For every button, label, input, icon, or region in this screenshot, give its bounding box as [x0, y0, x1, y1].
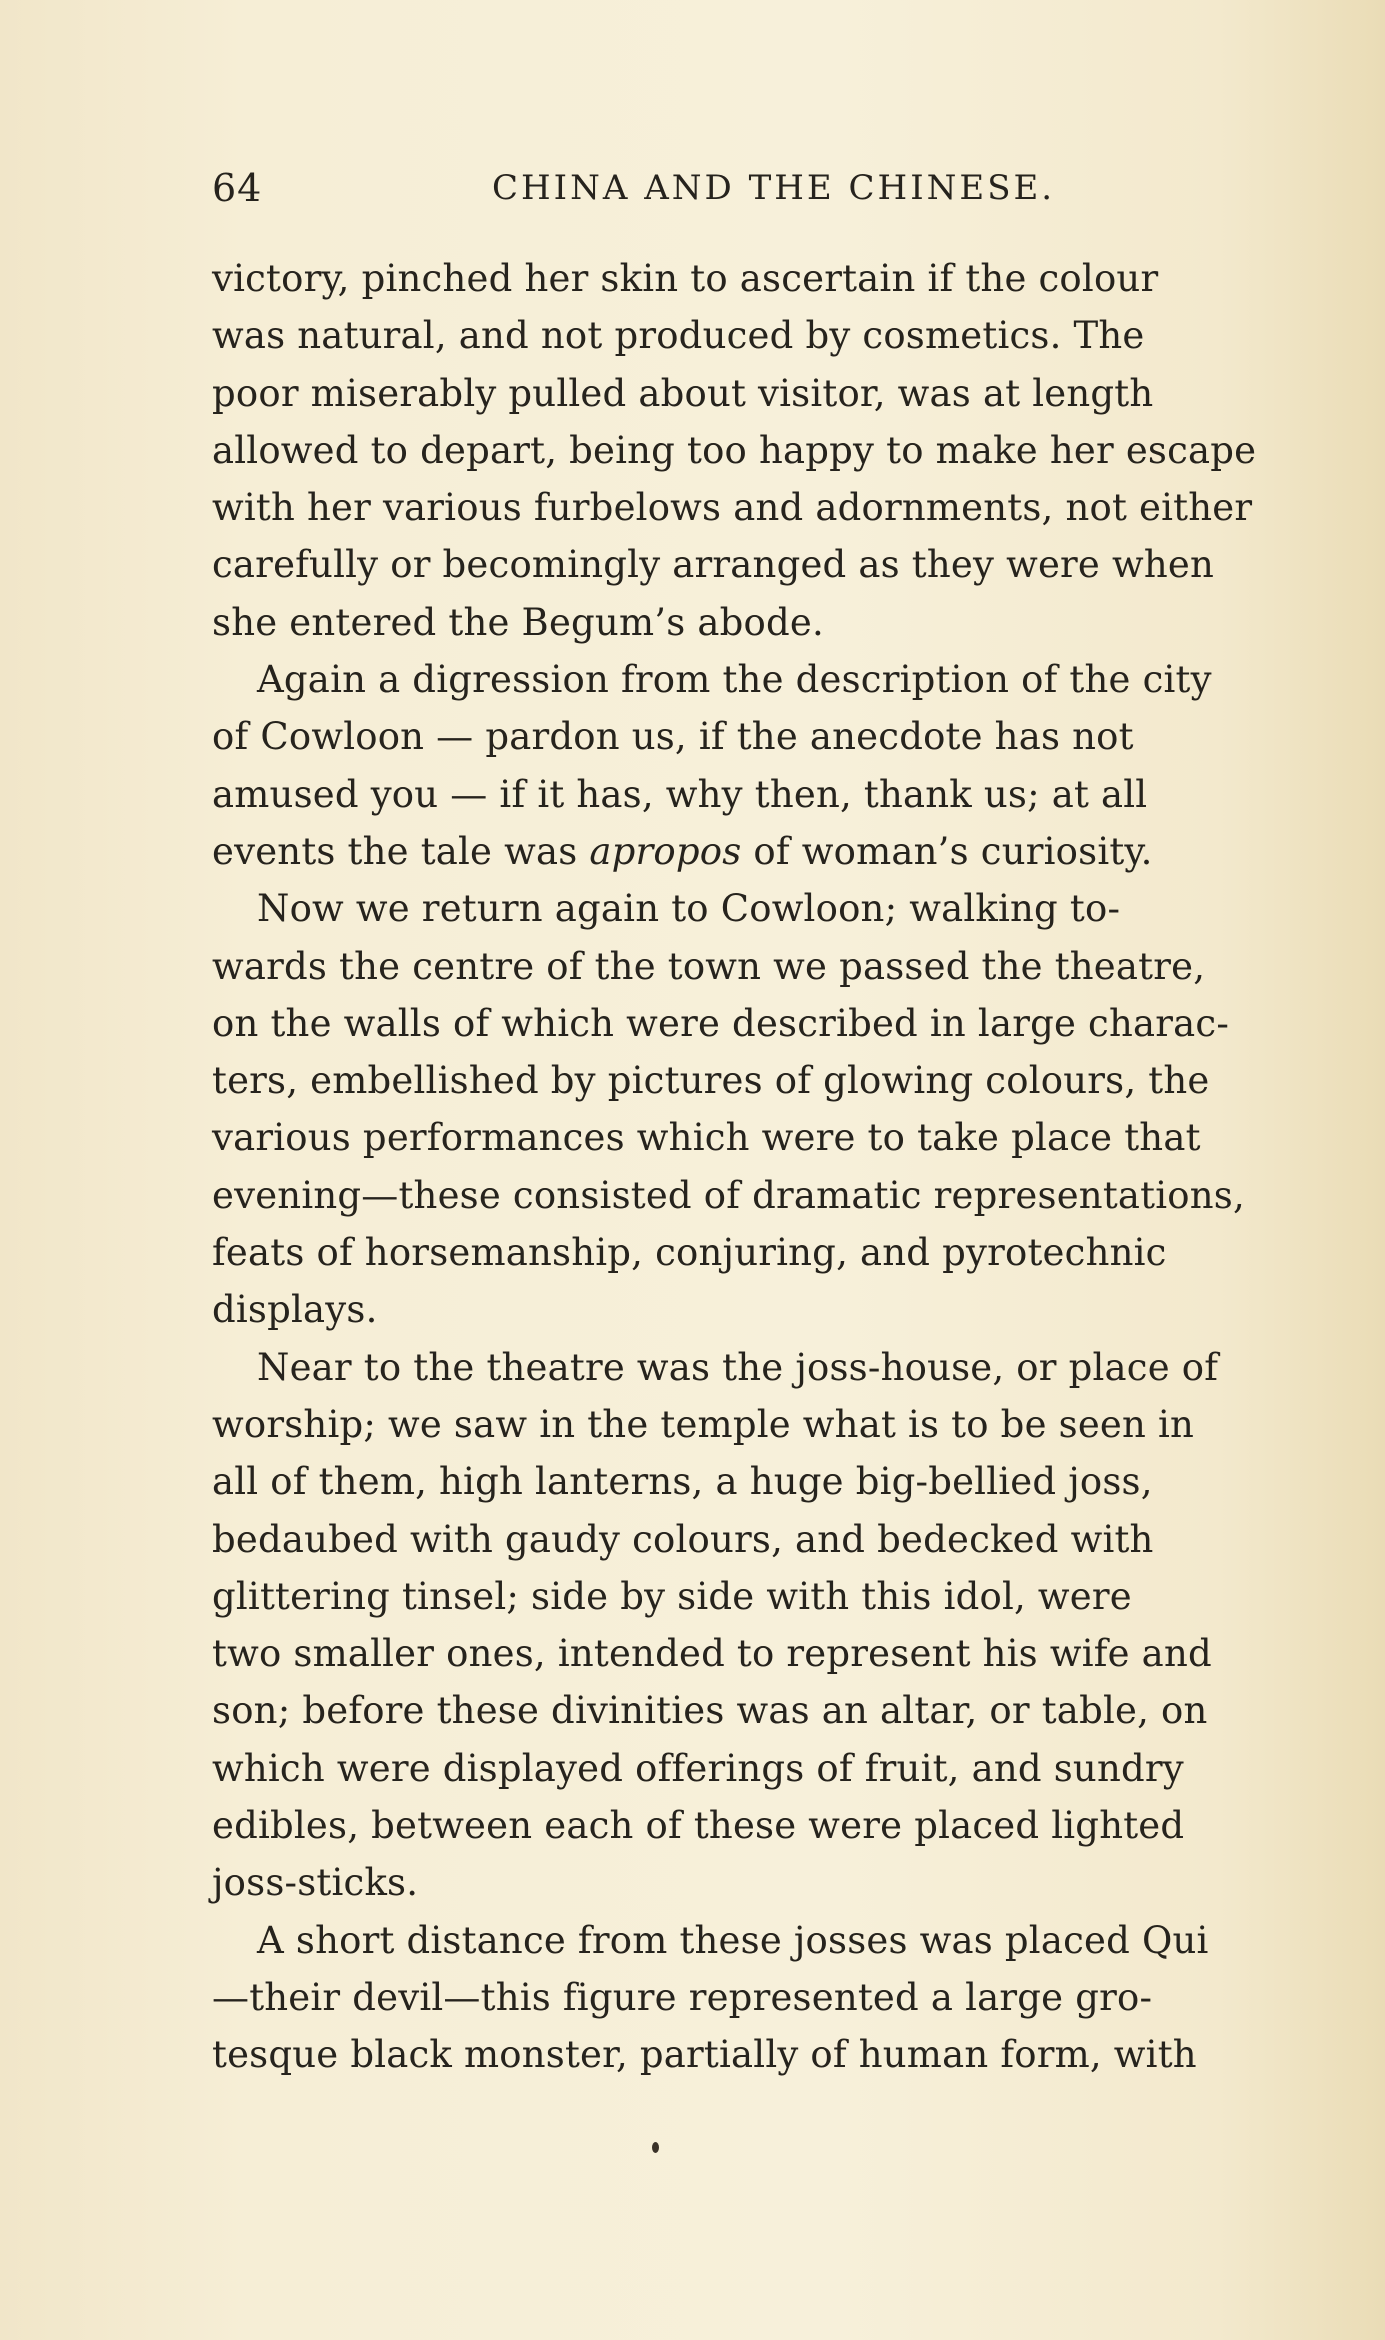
page-number: 64: [212, 166, 263, 210]
text-line: tesque black monster, partially of human form, with: [212, 2033, 1197, 2077]
text-line: with her various furbelows and adornments, not either: [212, 486, 1253, 530]
text-line: evening—these consisted of dramatic representations,: [212, 1173, 1245, 1217]
text-line: bedaubed with gaudy colours, and bedecked with: [212, 1517, 1154, 1561]
text-line: edibles, between each of these were placed lighted: [212, 1804, 1185, 1848]
text-line: which were displayed offerings of fruit, and sundry: [212, 1746, 1184, 1790]
paragraph-start-line: A short distance from these josses was placed Qui: [257, 1918, 1209, 1962]
paragraph-start-line: Now we return again to Cowloon; walking to-: [257, 887, 1121, 931]
text-line: ters, embellished by pictures of glowing colours, the: [212, 1059, 1210, 1103]
italic-word: apropos: [589, 829, 742, 873]
text-line: victory, pinched her skin to ascertain if the colour: [212, 257, 1159, 300]
text-line: displays.: [212, 1288, 378, 1332]
text-line: feats of horsemanship, conjuring, and pyrotechnic: [212, 1231, 1167, 1275]
text-line: two smaller ones, intended to represent his wife and: [212, 1632, 1212, 1676]
body-text: [212, 250, 1312, 2084]
text-segment: events the tale was: [212, 829, 590, 873]
text-line: was natural, and not produced by cosmetics. The: [212, 314, 1145, 358]
text-line: son; before these divinities was an altar, or table, on: [212, 1689, 1208, 1733]
text-line: glittering tinsel; side by side with this idol, were: [212, 1574, 1132, 1618]
text-line: she entered the Begum’s abode.: [212, 600, 824, 644]
text-line: carefully or becomingly arranged as they were when: [212, 543, 1215, 587]
text-line: worship; we saw in the temple what is to be seen in: [212, 1402, 1195, 1446]
text-line: wards the centre of the town we passed the theatre,: [212, 944, 1206, 988]
text-line: joss-sticks.: [212, 1861, 419, 1905]
text-line: on the walls of which were described in large charac-: [212, 1001, 1230, 1045]
paragraph-start-line: Again a digression from the description of the city: [257, 658, 1212, 702]
page-header: [212, 166, 1060, 226]
text-line: all of them, high lanterns, a huge big-bellied joss,: [212, 1460, 1153, 1504]
paragraph-start-line: Near to the theatre was the joss-house, or place of: [257, 1345, 1219, 1389]
signature-mark: [652, 2142, 659, 2153]
text-line-with-italic: [212, 823, 1312, 880]
text-line: various performances which were to take place that: [212, 1116, 1201, 1160]
text-line: of Cowloon — pardon us, if the anecdote has not: [212, 715, 1134, 759]
running-head: CHINA AND THE CHINESE.: [492, 168, 1056, 208]
text-line: poor miserably pulled about visitor, was at length: [212, 371, 1154, 415]
text-line: allowed to depart, being too happy to make her escape: [212, 428, 1257, 472]
text-line: —their devil—this figure represented a large gro-: [212, 1975, 1153, 2019]
text-line: amused you — if it has, why then, thank us; at all: [212, 772, 1148, 816]
text-segment: of woman’s curiosity.: [741, 829, 1153, 873]
